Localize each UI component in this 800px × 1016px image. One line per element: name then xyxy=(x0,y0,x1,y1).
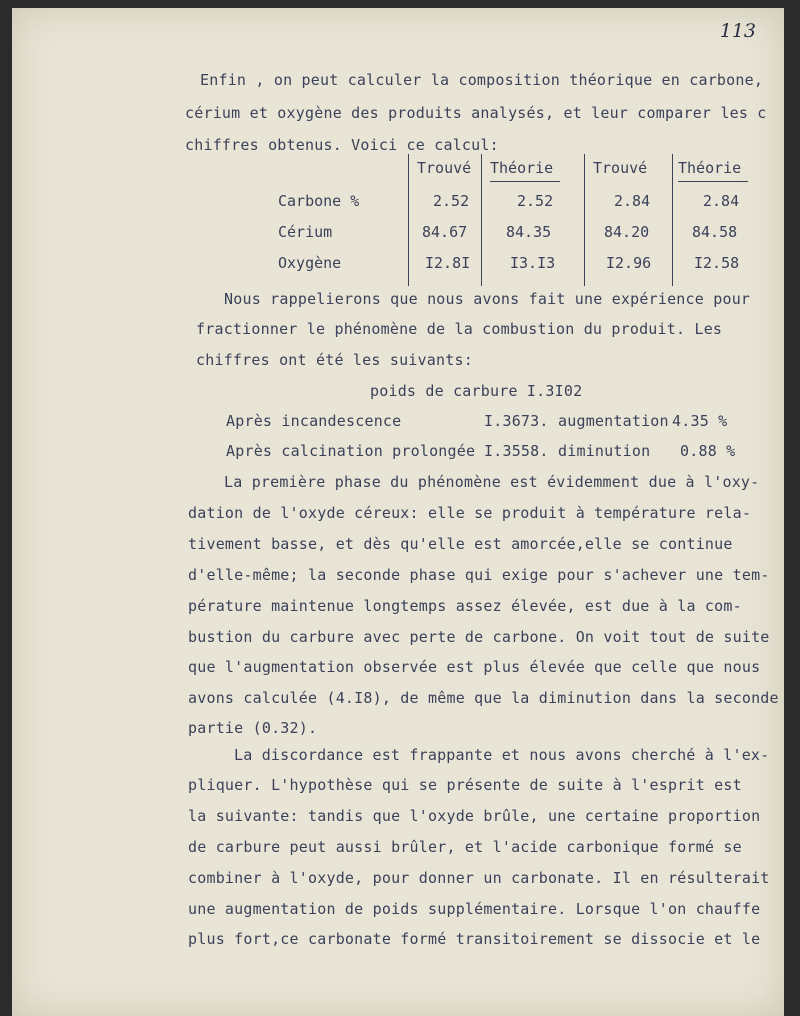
text-line: chiffres obtenus. Voici ce calcul: xyxy=(185,136,499,154)
table-cell: 84.58 xyxy=(692,223,738,241)
table-divider xyxy=(584,154,585,286)
measure-kind: diminution xyxy=(558,442,651,460)
text-line: une augmentation de poids supplémentaire. Lorsque l'on chauffe xyxy=(188,900,761,918)
text-line: fractionner le phénomène de la combustion du produit. Les xyxy=(196,320,723,338)
header-underline xyxy=(678,181,748,182)
measure-value: I.3673. xyxy=(484,412,549,430)
measure-pct: 0.88 % xyxy=(680,442,736,460)
table-row-label: Oxygène xyxy=(278,254,342,272)
table-cell: 2.84 xyxy=(703,192,740,210)
measure-label: Après calcination prolongée xyxy=(226,442,476,460)
text-line: dation de l'oxyde céreux: elle se produit à température rela- xyxy=(188,504,752,522)
text-line: cérium et oxygène des produits analysés, et leur comparer les c xyxy=(185,104,767,122)
text-line: tivement basse, et dès qu'elle est amorcée,elle se continue xyxy=(188,535,733,553)
table-cell: 2.52 xyxy=(433,192,470,210)
document-page xyxy=(12,8,784,1016)
text-line: la suivante: tandis que l'oxyde brûle, une certaine proportion xyxy=(188,807,761,825)
text-line: Nous rappelierons que nous avons fait une expérience pour xyxy=(224,290,751,308)
table-cell: 2.52 xyxy=(517,192,554,210)
table-divider xyxy=(408,154,409,286)
table-divider xyxy=(672,154,673,286)
table-header: Trouvé xyxy=(417,159,472,177)
text-line: combiner à l'oxyde, pour donner un carbonate. Il en résulterait xyxy=(188,869,770,887)
table-header: Trouvé xyxy=(593,159,648,177)
measure-kind: augmentation xyxy=(558,412,669,430)
measure-value: I.3558. xyxy=(484,442,549,460)
text-line: partie (0.32). xyxy=(188,719,318,737)
table-header: Théorie xyxy=(490,159,554,177)
text-line: pliquer. L'hypothèse qui se présente de suite à l'esprit est xyxy=(188,776,742,794)
text-line: que l'augmentation observée est plus élevée que celle que nous xyxy=(188,658,761,676)
table-header: Théorie xyxy=(678,159,742,177)
text-line: La discordance est frappante et nous avons cherché à l'ex- xyxy=(234,746,770,764)
table-cell: I3.I3 xyxy=(510,254,556,272)
table-cell: 84.20 xyxy=(604,223,650,241)
measure-label: Après incandescence xyxy=(226,412,402,430)
table-cell: I2.58 xyxy=(694,254,740,272)
text-line: bustion du carbure avec perte de carbone. On voit tout de suite xyxy=(188,628,770,646)
header-underline xyxy=(490,181,560,182)
table-row-label: Carbone % xyxy=(278,192,360,210)
table-row-label: Cérium xyxy=(278,223,333,241)
page-number: 113 xyxy=(719,20,756,42)
table-cell: 84.35 xyxy=(506,223,552,241)
text-line: d'elle-même; la seconde phase qui exige pour s'achever une tem- xyxy=(188,566,770,584)
text-line: Enfin , on peut calculer la composition théorique en carbone, xyxy=(200,71,764,89)
weight-line: poids de carbure I.3I02 xyxy=(370,382,583,400)
text-line: de carbure peut aussi brûler, et l'acide carbonique formé se xyxy=(188,838,742,856)
table-cell: 2.84 xyxy=(614,192,651,210)
measure-pct: 4.35 % xyxy=(672,412,728,430)
text-line: La première phase du phénomène est évidemment due à l'oxy- xyxy=(224,473,760,491)
table-cell: I2.8I xyxy=(425,254,471,272)
table-cell: I2.96 xyxy=(606,254,652,272)
text-line: avons calculée (4.I8), de même que la diminution dans la seconde xyxy=(188,689,779,707)
text-line: plus fort,ce carbonate formé transitoirement se dissocie et le xyxy=(188,930,761,948)
text-line: pérature maintenue longtemps assez élevée, est due à la com- xyxy=(188,597,742,615)
text-line: chiffres ont été les suivants: xyxy=(196,351,473,369)
table-divider xyxy=(481,154,482,286)
table-cell: 84.67 xyxy=(422,223,468,241)
